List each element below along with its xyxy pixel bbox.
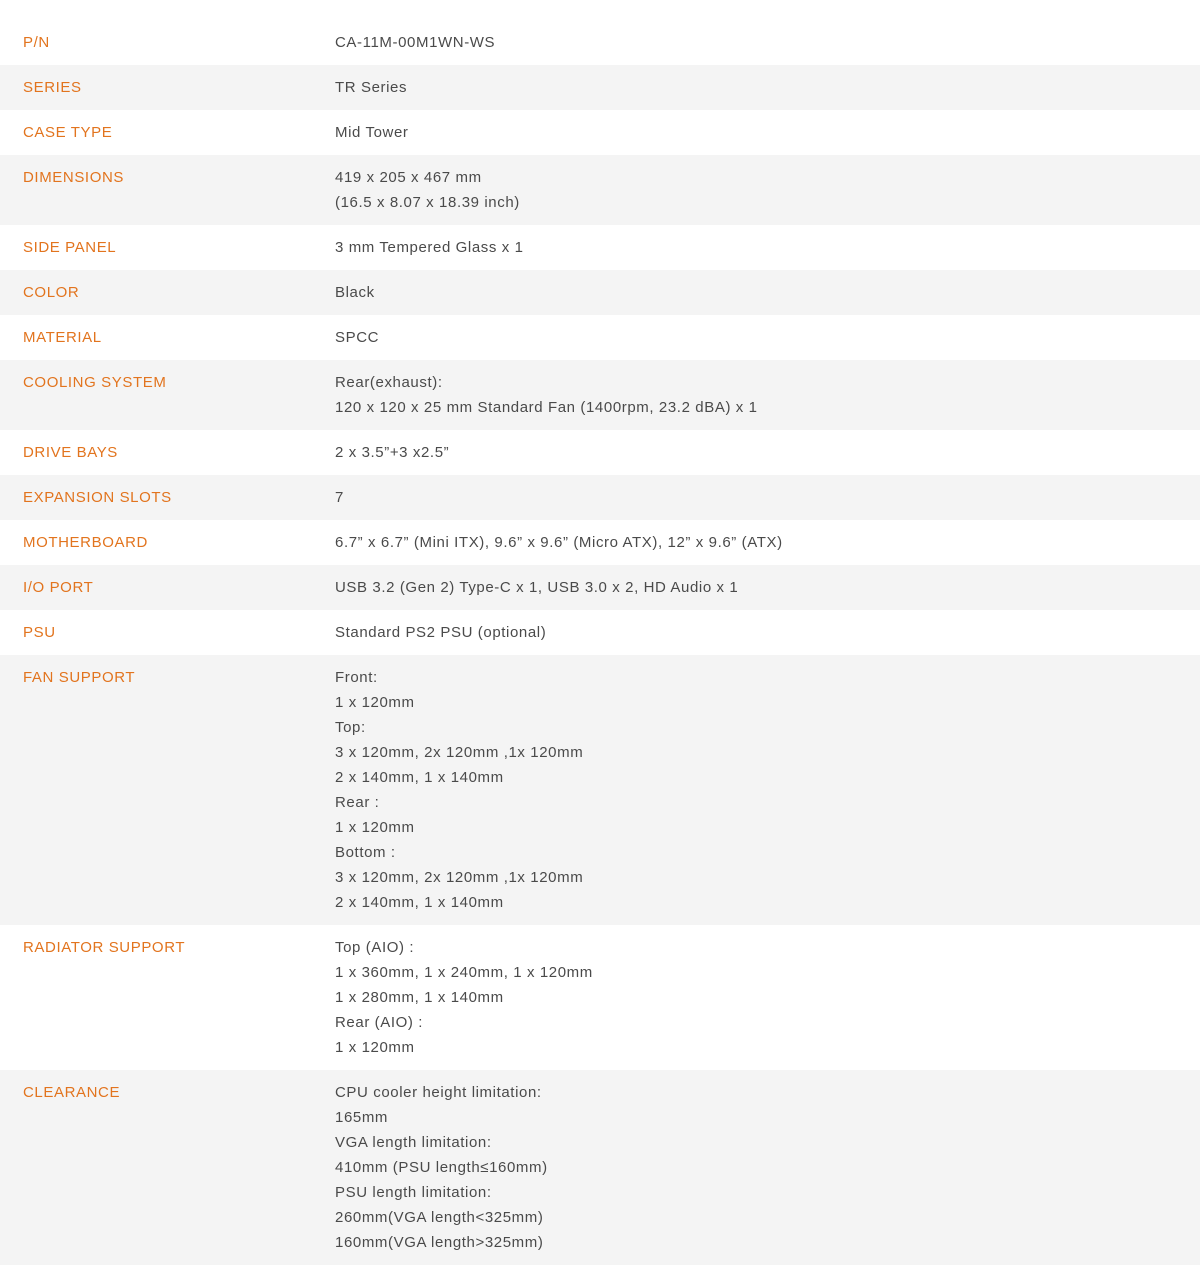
spec-value bbox=[335, 440, 1200, 465]
spec-value bbox=[335, 280, 1200, 305]
spec-row bbox=[0, 925, 1200, 1070]
spec-label: RADIATOR SUPPORT bbox=[23, 939, 186, 956]
spec-row bbox=[0, 360, 1200, 430]
spec-row bbox=[0, 430, 1200, 475]
spec-value bbox=[335, 120, 1200, 145]
spec-value-line: USB 3.2 (Gen 2) Type-C x 1, USB 3.0 x 2, HD Audio x 1 bbox=[335, 579, 739, 596]
spec-label: CASE TYPE bbox=[23, 124, 113, 141]
spec-label: SERIES bbox=[23, 79, 82, 96]
spec-value-line: Black bbox=[335, 284, 375, 301]
spec-value bbox=[335, 485, 1200, 510]
spec-value-line: CPU cooler height limitation: bbox=[335, 1084, 542, 1101]
spec-value-line: VGA length limitation: bbox=[335, 1134, 492, 1151]
spec-value bbox=[335, 235, 1200, 260]
spec-value-line: 1 x 360mm, 1 x 240mm, 1 x 120mm bbox=[335, 964, 593, 981]
spec-value-line: 6.7” x 6.7” (Mini ITX), 9.6” x 9.6” (Micro ATX), 12” x 9.6” (ATX) bbox=[335, 534, 783, 551]
spec-value-line: 1 x 120mm bbox=[335, 694, 415, 711]
spec-value-line: 160mm(VGA length>325mm) bbox=[335, 1234, 544, 1251]
spec-value bbox=[335, 325, 1200, 350]
spec-value bbox=[335, 75, 1200, 100]
spec-value-line: Bottom : bbox=[335, 844, 396, 861]
spec-value-line: 410mm (PSU length≤160mm) bbox=[335, 1159, 548, 1176]
spec-value-line: 2 x 140mm, 1 x 140mm bbox=[335, 769, 504, 786]
spec-label: COOLING SYSTEM bbox=[23, 374, 167, 391]
spec-value bbox=[335, 370, 1200, 420]
spec-value-line: 3 x 120mm, 2x 120mm ,1x 120mm bbox=[335, 869, 584, 886]
spec-label: DIMENSIONS bbox=[23, 169, 125, 186]
spec-value-line: 120 x 120 x 25 mm Standard Fan (1400rpm, 23.2 dBA) x 1 bbox=[335, 399, 758, 416]
spec-value-line: 1 x 120mm bbox=[335, 1039, 415, 1056]
spec-value-line: PSU length limitation: bbox=[335, 1184, 492, 1201]
spec-value bbox=[335, 165, 1200, 215]
spec-value-line: 2 x 140mm, 1 x 140mm bbox=[335, 894, 504, 911]
spec-label: SIDE PANEL bbox=[23, 239, 117, 256]
spec-value-line: Rear : bbox=[335, 794, 380, 811]
spec-value bbox=[335, 1080, 1200, 1255]
spec-row bbox=[0, 110, 1200, 155]
spec-row bbox=[0, 20, 1200, 65]
spec-value-line: 3 x 120mm, 2x 120mm ,1x 120mm bbox=[335, 744, 584, 761]
spec-value-line: TR Series bbox=[335, 79, 408, 96]
spec-value-line: Front: bbox=[335, 669, 378, 686]
spec-value-line: Rear(exhaust): bbox=[335, 374, 443, 391]
spec-value-line: Standard PS2 PSU (optional) bbox=[335, 624, 547, 641]
spec-label: DRIVE BAYS bbox=[23, 444, 118, 461]
spec-row bbox=[0, 315, 1200, 360]
spec-value-line: 2 x 3.5”+3 x2.5” bbox=[335, 444, 450, 461]
spec-value bbox=[335, 665, 1200, 915]
spec-value-line: Top: bbox=[335, 719, 366, 736]
spec-value-line: 165mm bbox=[335, 1109, 389, 1126]
spec-value-line: Top (AIO) : bbox=[335, 939, 415, 956]
spec-value bbox=[335, 30, 1200, 55]
spec-value-line: CA-11M-00M1WN-WS bbox=[335, 34, 496, 51]
spec-label: CLEARANCE bbox=[23, 1084, 121, 1101]
spec-label: EXPANSION SLOTS bbox=[23, 489, 172, 506]
spec-label: MATERIAL bbox=[23, 329, 102, 346]
spec-row bbox=[0, 475, 1200, 520]
spec-label: COLOR bbox=[23, 284, 80, 301]
spec-row bbox=[0, 520, 1200, 565]
spec-row bbox=[0, 270, 1200, 315]
spec-value bbox=[335, 530, 1200, 555]
spec-row bbox=[0, 65, 1200, 110]
spec-label: MOTHERBOARD bbox=[23, 534, 148, 551]
spec-value bbox=[335, 935, 1200, 1060]
spec-label: FAN SUPPORT bbox=[23, 669, 136, 686]
spec-row bbox=[0, 225, 1200, 270]
spec-value bbox=[335, 575, 1200, 600]
spec-value-line: 7 bbox=[335, 489, 344, 506]
spec-label: PSU bbox=[23, 624, 56, 641]
spec-row bbox=[0, 155, 1200, 225]
spec-value-line: 419 x 205 x 467 mm bbox=[335, 169, 482, 186]
spec-value bbox=[335, 620, 1200, 645]
spec-value-line: 3 mm Tempered Glass x 1 bbox=[335, 239, 524, 256]
spec-value-line: 260mm(VGA length<325mm) bbox=[335, 1209, 544, 1226]
spec-row bbox=[0, 565, 1200, 610]
spec-value-line: 1 x 120mm bbox=[335, 819, 415, 836]
spec-row bbox=[0, 655, 1200, 925]
spec-value-line: SPCC bbox=[335, 329, 380, 346]
spec-value-line: (16.5 x 8.07 x 18.39 inch) bbox=[335, 194, 520, 211]
spec-row bbox=[0, 610, 1200, 655]
spec-row bbox=[0, 1070, 1200, 1265]
spec-value-line: Mid Tower bbox=[335, 124, 409, 141]
spec-label: I/O PORT bbox=[23, 579, 94, 596]
spec-value-line: 1 x 280mm, 1 x 140mm bbox=[335, 989, 504, 1006]
spec-value-line: Rear (AIO) : bbox=[335, 1014, 424, 1031]
spec-label: P/N bbox=[23, 34, 50, 51]
